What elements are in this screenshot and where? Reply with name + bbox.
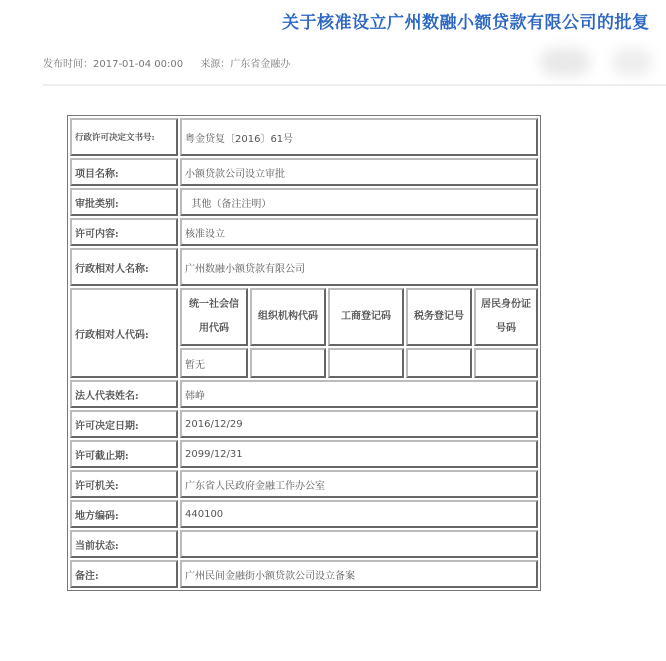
- row-label: 地方编码:: [70, 500, 178, 528]
- row-value: 核准设立: [180, 218, 538, 246]
- table-row: [70, 218, 538, 246]
- table-row: [70, 470, 538, 498]
- row-label: 许可截止期:: [70, 440, 178, 468]
- row-label: 当前状态:: [70, 530, 178, 558]
- row-value: 2099/12/31: [180, 440, 538, 468]
- row-value: 440100: [180, 500, 538, 528]
- code-value: [250, 348, 326, 378]
- row-label: 行政相对人名称:: [70, 248, 178, 286]
- row-value: [180, 530, 538, 558]
- license-table: [67, 115, 541, 591]
- code-value: [328, 348, 404, 378]
- blurred-font-button[interactable]: [612, 48, 652, 76]
- row-value: 广东省人民政府金融工作办公室: [180, 470, 538, 498]
- table-row: [70, 560, 538, 588]
- row-label: 审批类别:: [70, 188, 178, 216]
- code-header: 统一社会信用代码: [180, 288, 248, 346]
- row-value: 韩峥: [180, 380, 538, 408]
- row-value: 小额贷款公司设立审批: [180, 158, 538, 186]
- table-row: [70, 118, 538, 156]
- code-header: 税务登记号: [406, 288, 472, 346]
- code-header: 工商登记码: [328, 288, 404, 346]
- table-row: [70, 288, 538, 346]
- row-value: 其他（备注注明）: [180, 188, 538, 216]
- table-row: [70, 410, 538, 438]
- row-label: 行政许可决定文书号:: [70, 118, 178, 156]
- row-label: 行政相对人代码:: [70, 288, 178, 378]
- row-label: 备注:: [70, 560, 178, 588]
- row-label: 许可机关:: [70, 470, 178, 498]
- publish-time: 发布时间：2017-01-04 00:00: [43, 59, 184, 70]
- row-label: 许可内容:: [70, 218, 178, 246]
- code-value: [406, 348, 472, 378]
- table-row: [70, 158, 538, 186]
- row-value: 粤金贷复〔2016〕61号: [180, 118, 538, 156]
- row-label: 法人代表姓名:: [70, 380, 178, 408]
- blurred-share-button[interactable]: [540, 48, 590, 76]
- table-row: [70, 188, 538, 216]
- divider: [43, 84, 666, 86]
- row-label: 许可决定日期:: [70, 410, 178, 438]
- code-header: 居民身份证号码: [474, 288, 538, 346]
- source: 来源：广东省金融办: [200, 59, 291, 70]
- table-row: [70, 248, 538, 286]
- table-row: [70, 380, 538, 408]
- row-value: 广州民间金融街小额贷款公司设立备案: [180, 560, 538, 588]
- page-title: 关于核准设立广州数融小额贷款有限公司的批复: [282, 13, 650, 33]
- code-header: 组织机构代码: [250, 288, 326, 346]
- code-value: [474, 348, 538, 378]
- table-row: [70, 500, 538, 528]
- row-label: 项目名称:: [70, 158, 178, 186]
- row-value: 广州数融小额贷款有限公司: [180, 248, 538, 286]
- row-value: 2016/12/29: [180, 410, 538, 438]
- article-meta: [43, 55, 304, 70]
- code-value: 暂无: [180, 348, 248, 378]
- table-row: [70, 440, 538, 468]
- table-row: [70, 530, 538, 558]
